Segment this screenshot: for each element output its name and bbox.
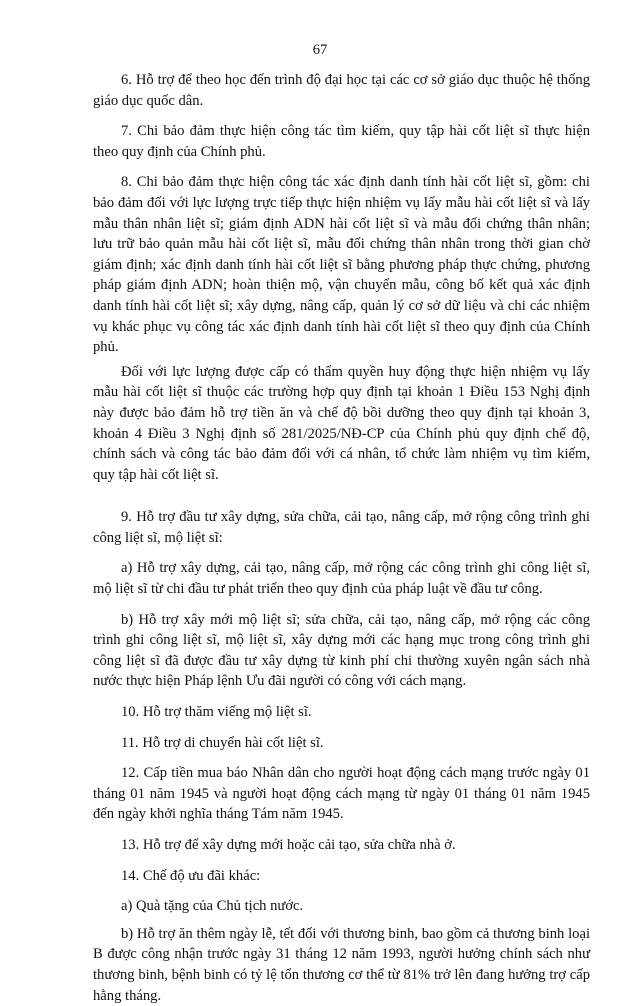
paragraph-item-9b: b) Hỗ trợ xây mới mộ liệt sĩ; sửa chữa, cải tạo, nâng cấp, mở rộng các công trình ghi công liệt sĩ, mộ liệt sĩ, xây dựng mới các hạng mục trong công trình ghi công liệt sĩ đã được đầu tư xây dựng từ kinh phí chi thường xuyên ngân sách nhà nước thực hiện Pháp lệnh Ưu đãi người có công với cách mạng.	[93, 611, 590, 690]
paragraph-item-9a: a) Hỗ trợ xây dựng, cải tạo, nâng cấp, mở rộng các công trình ghi công liệt sĩ, mộ liệt sĩ từ chi đầu tư phát triển theo quy định của pháp luật về đầu tư công.	[93, 560, 590, 598]
paragraph-item-10: 10. Hỗ trợ thăm viếng mộ liệt sĩ.	[121, 704, 312, 721]
paragraph-item-14: 14. Chế độ ưu đãi khác:	[121, 867, 261, 884]
paragraph-item-7: 7. Chi bảo đảm thực hiện công tác tìm kiếm, quy tập hài cốt liệt sĩ thực hiện theo quy định của Chính phủ.	[93, 123, 590, 160]
page-number: 67	[312, 42, 328, 58]
paragraph-item-11: 11. Hỗ trợ di chuyển hài cốt liệt sĩ.	[121, 734, 324, 751]
paragraph-item-8: 8. Chi bảo đảm thực hiện công tác xác định danh tính hài cốt liệt sĩ, gồm: chi bảo đảm đối với lực lượng trực tiếp thực hiện nhiệm vụ lấy mẫu hài cốt liệt sĩ và lấy mẫu thân nhân liệt sĩ; giám định ADN hài cốt liệt sĩ và mẫu đối chứng thân nhân; lưu trữ bảo quản mẫu hài cốt liệt sĩ, mẫu đối chứng thân nhân trong thời gian chờ giám định; xác định danh tính hài cốt liệt sĩ bằng phương pháp thực chứng, phương pháp giám định ADN; hoàn thiện mộ, vận chuyển mẫu, công bố kết quả xác định danh tính hài cốt liệt sĩ; xây dựng, nâng cấp, quản lý cơ sở dữ liệu và chi các nhiệm vụ khác phục vụ công tác xác định danh tính hài cốt liệt sĩ theo quy định của Chính phủ.	[93, 174, 590, 356]
paragraph-item-14a: a) Quà tặng của Chủ tịch nước.	[121, 898, 304, 915]
paragraph-item-13: 13. Hỗ trợ để xây dựng mới hoặc cải tạo, sửa chữa nhà ở.	[121, 837, 456, 853]
paragraph-item-9: 9. Hỗ trợ đầu tư xây dựng, sửa chữa, cải tạo, nâng cấp, mở rộng công trình ghi công liệt sĩ, mộ liệt sĩ:	[93, 509, 590, 546]
paragraph-item-12: 12. Cấp tiền mua báo Nhân dân cho người hoạt động cách mạng trước ngày 01 tháng 01 năm 1945 và người hoạt động cách mạng từ ngày 01 tháng 01 năm 1945 đến ngày khởi nghĩa tháng Tám năm 1945.	[93, 765, 590, 823]
paragraph-item-14b: b) Hỗ trợ ăn thêm ngày lễ, tết đối với thương binh, bao gồm cả thương binh loại B được công nhận trước ngày 31 tháng 12 năm 1993, người hưởng chính sách như thương binh, bệnh binh có tỷ lệ tổn thương cơ thể từ 81% trở lên đang hưởng trợ cấp hằng tháng.	[93, 925, 590, 1004]
paragraph-item-6: 6. Hỗ trợ để theo học đến trình độ đại học tại các cơ sở giáo dục thuộc hệ thống giáo dục quốc dân.	[93, 72, 590, 109]
document-body	[93, 70, 590, 1006]
paragraph-item-8-note: Đối với lực lượng được cấp có thẩm quyền huy động thực hiện nhiệm vụ lấy mẫu hài cốt liệt sĩ thuộc các trường hợp quy định tại khoản 1 Điều 153 Nghị định này được bảo đảm hỗ trợ tiền ăn và chế độ bồi dưỡng theo quy định tại khoản 3, khoản 4 Điều 3 Nghị định số 281/2025/NĐ-CP của Chính phủ quy định chế độ, chính sách và công tác bảo đảm đối với cá nhân, tổ chức làm nhiệm vụ tìm kiếm, quy tập hài cốt liệt sĩ.	[93, 363, 590, 483]
